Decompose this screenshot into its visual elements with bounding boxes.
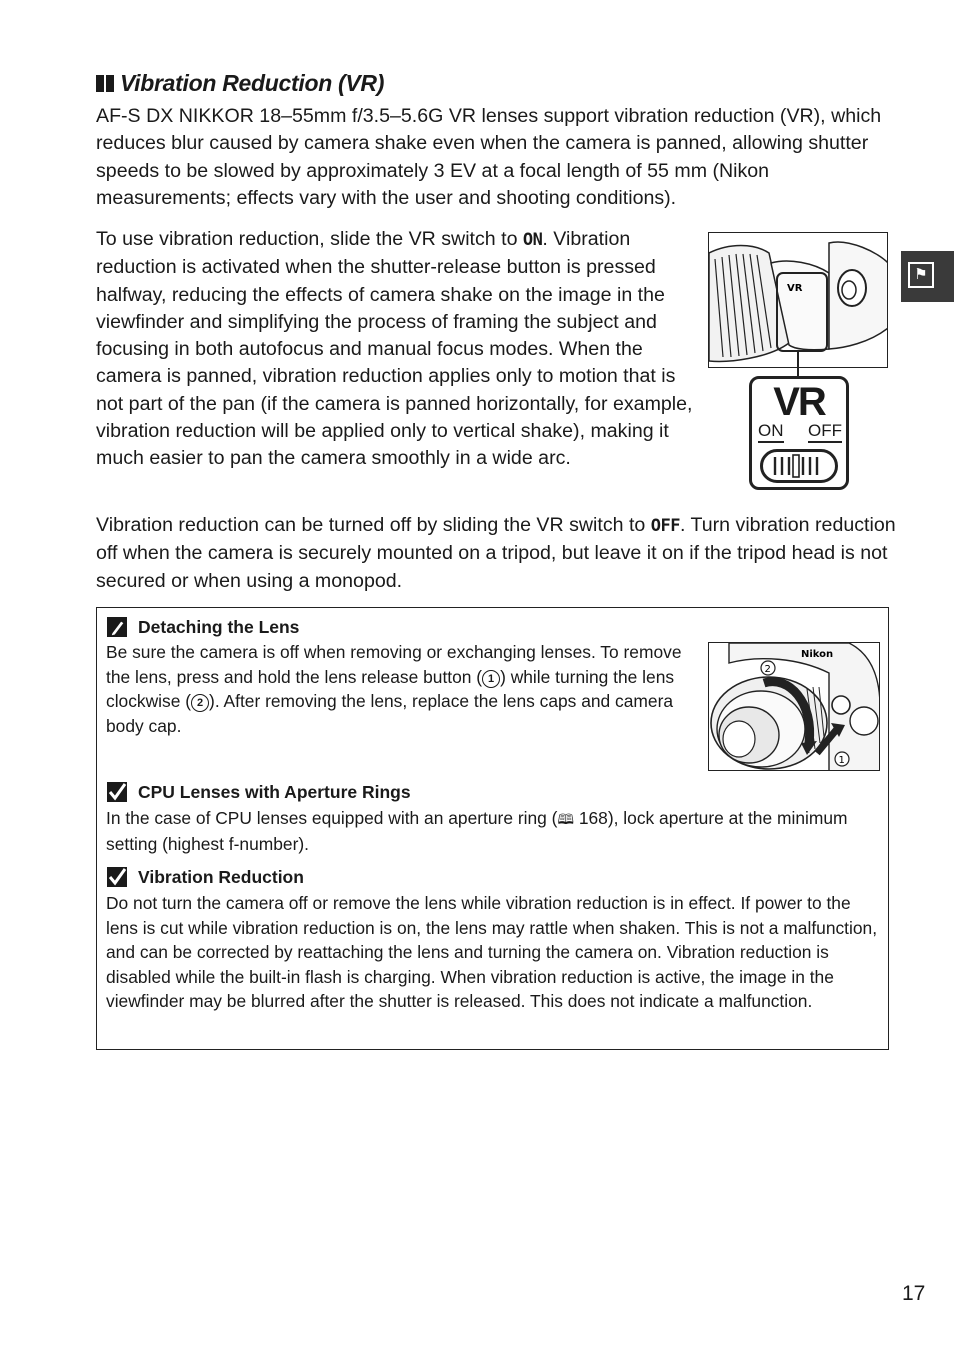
book-reference-icon: 🕮 — [557, 811, 574, 827]
off-command: OFF — [650, 516, 680, 536]
note-cpu-text-2: ), lock aperture at the minimum setting (highest f-number). — [106, 808, 848, 854]
slider-ridges-icon — [763, 452, 835, 480]
callout-leader-line — [797, 350, 799, 378]
checkmark-caution-icon — [106, 866, 128, 888]
section-title — [96, 70, 384, 97]
checkmark-caution-icon — [106, 781, 128, 803]
callout-2-icon: 2 — [191, 694, 209, 712]
vr-switch-slider — [760, 449, 838, 483]
note-detach-text — [106, 640, 691, 738]
section-title-text: Vibration Reduction (VR) — [120, 70, 385, 96]
vr-lens-illustration — [708, 232, 888, 368]
vr-on-label: ON — [758, 421, 784, 443]
camera-lens-drawing — [709, 643, 880, 771]
pencil-note-icon — [106, 616, 128, 638]
section-marker-icon — [96, 75, 114, 92]
usage-text-pre: To use vibration reduction, slide the VR switch to — [96, 228, 523, 250]
page-number: 17 — [902, 1282, 926, 1305]
vr-off-paragraph — [96, 512, 896, 595]
note-detach-text-1: Be sure the camera is off when removing or exchanging lenses. To remove the lens, press and hold the lens release button ( — [106, 642, 682, 687]
note-detach-text-3: ). After removing the lens, replace the lens caps and camera body cap. — [106, 691, 674, 736]
intro-paragraph: AF-S DX NIKKOR 18–55mm f/3.5–5.6G VR lenses support vibration reduction (VR), which reduces blur caused by camera shake even when the camera is panned, allowing shutter speeds to be slowed by approximately 3 EV at a focal length of 55 mm (Nikon measurements; effects vary with the user and shooting conditions). — [96, 105, 882, 209]
callout-1-icon: 1 — [482, 670, 500, 688]
off-text-pre: Vibration reduction can be turned off by sliding the VR switch to — [96, 514, 651, 536]
note-detach-title — [106, 616, 299, 638]
usage-paragraph — [96, 226, 696, 473]
lens-barrel-drawing — [709, 233, 888, 368]
vr-switch-label: VR — [773, 380, 825, 424]
lens-detach-illustration — [708, 642, 880, 771]
on-command: ON — [522, 230, 543, 250]
vr-switch-closeup — [749, 376, 849, 490]
off-text-post: . Turn vibration reduction off when the camera is securely mounted on a tripod, but leave it on if the tripod head is not secured or when using a monopod. — [96, 514, 896, 592]
note-cpu-title-text: CPU Lenses with Aperture Rings — [138, 781, 411, 802]
usage-text-post: . Vibration reduction is activated when the shutter-release button is pressed halfway, reducing the effects of camera shake on the image in the viewfinder and simplifying the process of framing the subject and focusing in both autofocus and manual focus modes. When the camera is panned, vibration reduction applies only to motion that is not part of the pan (if the camera is panned horizontally, for example, vibration reduction will be applied only to vertical shake), making it much easier to pan the camera smoothly in a wide arc. — [96, 228, 693, 470]
note-vr-title-text: Vibration Reduction — [138, 866, 304, 887]
page-reference: 168 — [578, 808, 608, 828]
brand-label: Nikon — [801, 649, 834, 660]
note-cpu-text — [106, 806, 881, 856]
note-detach-title-text: Detaching the Lens — [138, 616, 300, 637]
note-cpu-text-1: In the case of CPU lenses equipped with an aperture ring ( — [106, 808, 558, 828]
vr-off-label: OFF — [808, 421, 842, 443]
note-vr-text: Do not turn the camera off or remove the lens while vibration reduction is in effect. If power to the lens is cut while vibration reduction is on, the lens may rattle when shaken. This is not a malfunction, and can be corrected by reattaching the lens and turning the camera on. Vibration reduction is disabled while the built-in flash is charging. When vibration reduction is active, the image in the viewfinder may be blurred after the shutter is released. This does not indicate a malfunction. — [106, 893, 878, 1012]
callout-1-label: 1 — [838, 755, 845, 766]
note-cpu-title — [106, 781, 411, 803]
weathervane-icon: ⚑ — [908, 262, 934, 288]
vr-switch-positions — [758, 421, 842, 443]
callout-2-label: 2 — [764, 664, 771, 675]
note-detach-text-2: ) while turning the lens clockwise ( — [106, 666, 675, 712]
svg-text:VR: VR — [787, 283, 803, 294]
note-vr-title — [106, 866, 304, 888]
